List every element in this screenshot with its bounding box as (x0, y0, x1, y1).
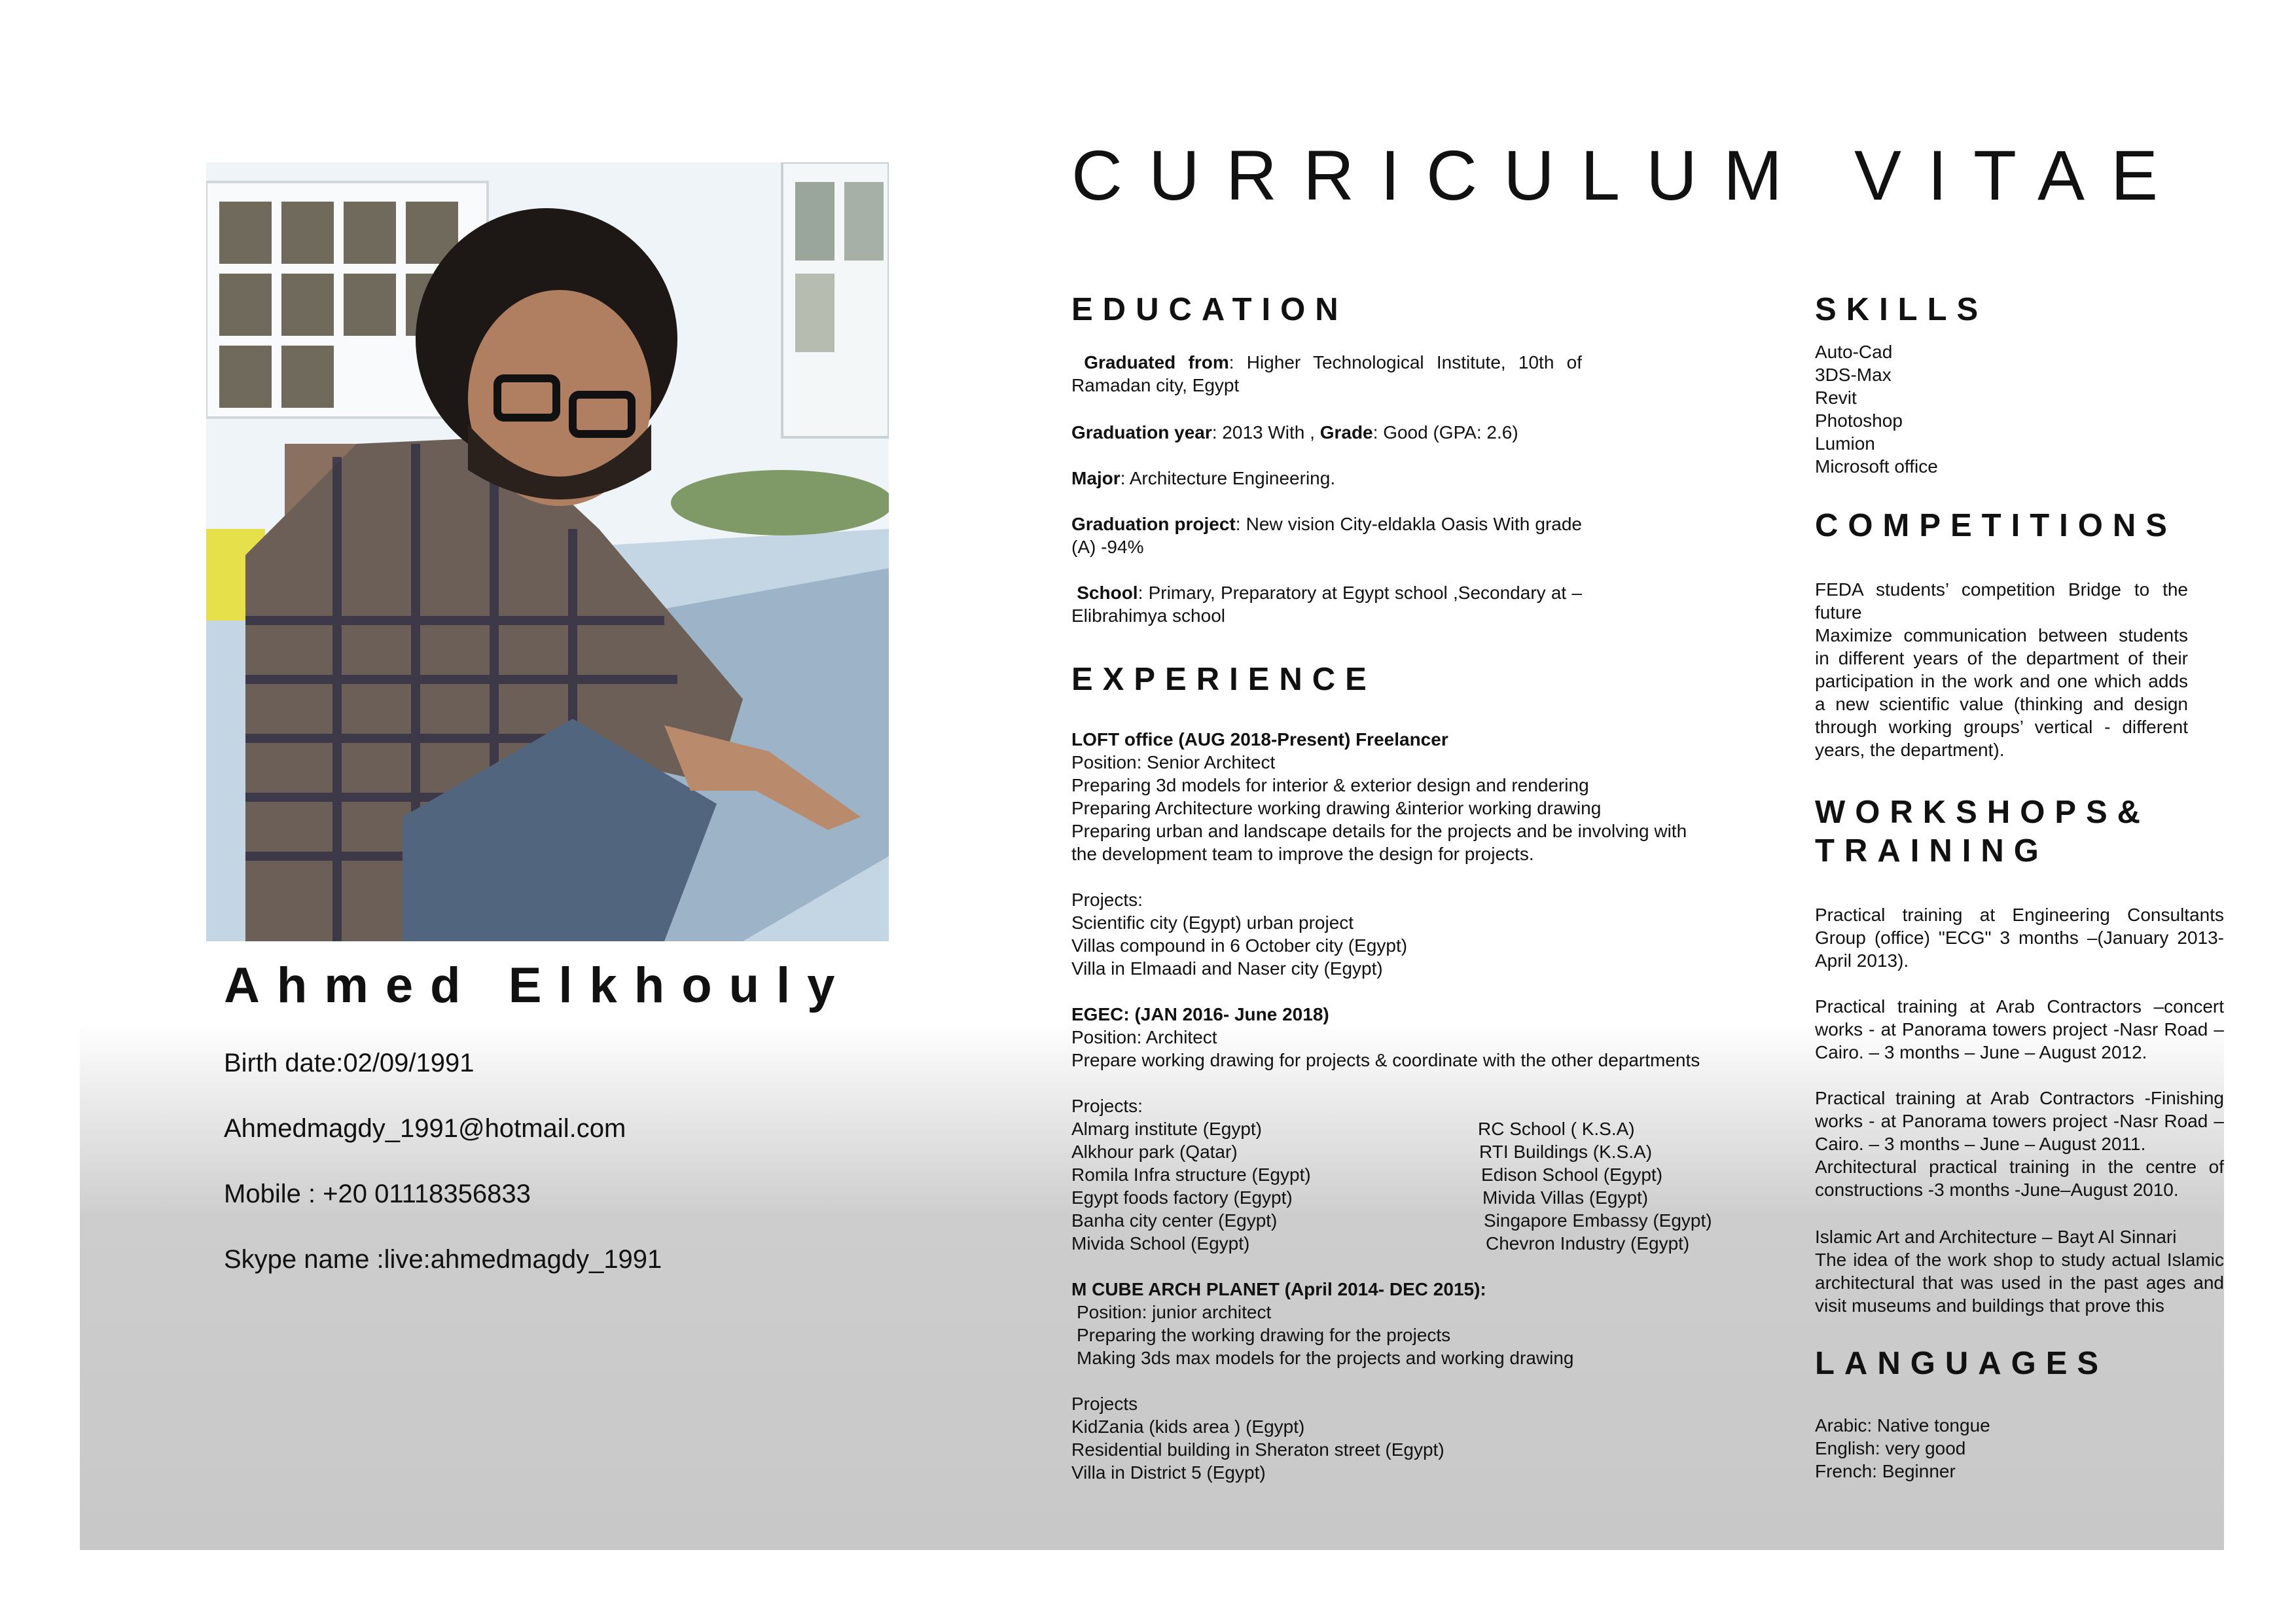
egec-project: Singapore Embassy (Egypt) (1484, 1210, 1712, 1231)
workshop-p4-text: Architectural practical training in the centre of constructions -3 months -June–August 2010. (1815, 1157, 2224, 1200)
grade-label: Grade (1319, 422, 1373, 442)
egec-project: Edison School (Egypt) (1481, 1164, 1663, 1185)
egec-project: Mivida School (Egypt) (1071, 1233, 1250, 1254)
languages-list (1815, 1414, 1990, 1483)
egec-project: RC School ( K.S.A) (1478, 1119, 1635, 1139)
mobile: Mobile : +20 01118356833 (224, 1180, 531, 1208)
skill-item: Lumion (1815, 433, 1875, 454)
education-school (1071, 581, 1582, 627)
egec-line: Prepare working drawing for projects & coordinate with the other departments (1071, 1050, 1700, 1070)
language-item: Arabic: Native tongue (1815, 1415, 1990, 1435)
skill-item: Microsoft office (1815, 456, 1938, 477)
workshop-p3 (1815, 1087, 2224, 1201)
skill-item: Revit (1815, 388, 1857, 408)
egec-project: Chevron Industry (Egypt) (1486, 1233, 1690, 1254)
egec-projects-left (1071, 1117, 1311, 1255)
graduated-label: Graduated from (1084, 352, 1229, 372)
competition-title: FEDA students’ competition Bridge to the future (1815, 579, 2188, 623)
loft-project: Villa in Elmaadi and Naser city (Egypt) (1071, 958, 1383, 979)
school-value: : Primary, Preparatory at Egypt school ,Secondary at – Elibrahimya school (1071, 583, 1583, 626)
workshop-p5-title: Islamic Art and Architecture – Bayt Al Sinnari (1815, 1227, 2177, 1247)
mcube-project: Villa in District 5 (Egypt) (1071, 1462, 1266, 1483)
project-label: Graduation project (1071, 514, 1236, 534)
skype: Skype name :live:ahmedmagdy_1991 (224, 1245, 662, 1274)
loft-line: Preparing Architecture working drawing &interior working drawing (1071, 798, 1602, 818)
skill-item: 3DS-Max (1815, 365, 1892, 385)
workshop-p2: Practical training at Arab Contractors –concert works - at Panorama towers project -Nasr Road – Cairo. – 3 months – June – August 2012. (1815, 996, 2224, 1062)
year-label: Graduation year (1071, 422, 1212, 442)
skills-heading: SKILLS (1815, 292, 1988, 327)
languages-heading: LANGUAGES (1815, 1346, 2109, 1381)
person-name: Ahmed Elkhouly (224, 958, 852, 1013)
mcube-line: Position: junior architect (1077, 1302, 1272, 1322)
loft-line: Preparing urban and landscape details for the projects and be involving with (1071, 821, 1687, 841)
education-major (1071, 467, 1335, 490)
competitions-text (1815, 578, 2188, 761)
year-value: : 2013 With , (1211, 422, 1320, 442)
language-item: French: Beginner (1815, 1461, 1956, 1481)
loft-line: Position: Senior Architect (1071, 752, 1276, 772)
mcube-block (1071, 1278, 1573, 1484)
loft-title: LOFT office (AUG 2018-Present) Freelancer (1071, 729, 1448, 749)
egec-project: RTI Buildings (K.S.A) (1479, 1142, 1653, 1162)
egec-projects-right (1478, 1117, 1712, 1255)
loft-project: Scientific city (Egypt) urban project (1071, 912, 1354, 933)
project-value: : New vision City-eldakla Oasis With grade (A) -94% (1071, 514, 1583, 557)
mcube-title: M CUBE ARCH PLANET (April 2014- DEC 2015): (1071, 1279, 1486, 1299)
workshop-p3-text: Practical training at Arab Contractors -Finishing works - at Panorama towers project -Nasr Road – Cairo. – 3 months – June – August 2011. (1815, 1088, 2224, 1154)
email: Ahmedmagdy_1991@hotmail.com (224, 1114, 626, 1143)
major-value: : Architecture Engineering. (1120, 468, 1336, 488)
egec-project: Banha city center (Egypt) (1071, 1210, 1278, 1231)
education-heading: EDUCATION (1071, 292, 1348, 327)
language-item: English: very good (1815, 1438, 1966, 1458)
egec-block (1071, 1003, 1700, 1117)
workshops-heading-2: TRAINING (1815, 833, 2049, 869)
major-label: Major (1071, 468, 1121, 488)
loft-project: Villas compound in 6 October city (Egypt) (1071, 935, 1408, 956)
loft-line: Preparing 3d models for interior & exterior design and rendering (1071, 775, 1589, 795)
loft-line: the development team to improve the design for projects. (1071, 844, 1534, 864)
egec-project: Mivida Villas (Egypt) (1482, 1187, 1649, 1208)
mcube-line: Preparing the working drawing for the projects (1077, 1325, 1451, 1345)
mcube-line: Making 3ds max models for the projects and working drawing (1077, 1348, 1574, 1368)
mcube-projects-label: Projects (1071, 1394, 1138, 1414)
experience-heading: EXPERIENCE (1071, 662, 1376, 697)
mcube-project: KidZania (kids area ) (Egypt) (1071, 1416, 1305, 1437)
skills-list (1815, 340, 1938, 478)
graduated-value: : Higher Technological Institute, 10th of Ramadan city, Egypt (1071, 352, 1582, 395)
egec-project: Alkhour park (Qatar) (1071, 1142, 1238, 1162)
birth-date: Birth date:02/09/1991 (224, 1049, 475, 1077)
education-project (1071, 513, 1582, 558)
education-graduated (1071, 351, 1582, 397)
workshop-p1: Practical training at Engineering Consultants Group (office) "ECG" 3 months –(January 2013-April 2013). (1815, 905, 2224, 971)
workshops-heading-1: WORKSHOPS& (1815, 795, 2151, 830)
egec-project: Almarg institute (Egypt) (1071, 1119, 1262, 1139)
school-label: School (1077, 583, 1138, 603)
loft-projects-label: Projects: (1071, 890, 1143, 910)
workshop-p5 (1815, 1225, 2224, 1317)
egec-project: Romila Infra structure (Egypt) (1071, 1164, 1311, 1185)
profile-photo (206, 162, 889, 941)
egec-line: Position: Architect (1071, 1027, 1217, 1047)
egec-title: EGEC: (JAN 2016- June 2018) (1071, 1004, 1329, 1024)
skill-item: Photoshop (1815, 410, 1903, 431)
grade-value: : Good (GPA: 2.6) (1372, 422, 1518, 442)
mcube-project: Residential building in Sheraton street (Egypt) (1071, 1439, 1444, 1460)
loft-block (1071, 728, 1687, 980)
egec-project: Egypt foods factory (Egypt) (1071, 1187, 1293, 1208)
skill-item: Auto-Cad (1815, 342, 1893, 362)
workshop-p5-text: The idea of the work shop to study actual Islamic architectural that was used in the past ages and visit museums and buildings that prove this (1815, 1250, 2224, 1316)
education-year (1071, 421, 1518, 444)
egec-projects-label: Projects: (1071, 1096, 1143, 1116)
competitions-heading: COMPETITIONS (1815, 508, 2177, 543)
competition-description: Maximize communication between students in different years of the department of their participation in the work and one which adds a new scientific value (thinking and design through working groups’ vertical - different years, the department). (1815, 625, 2188, 760)
page-title: CURRICULUM VITAE (1071, 135, 2185, 215)
